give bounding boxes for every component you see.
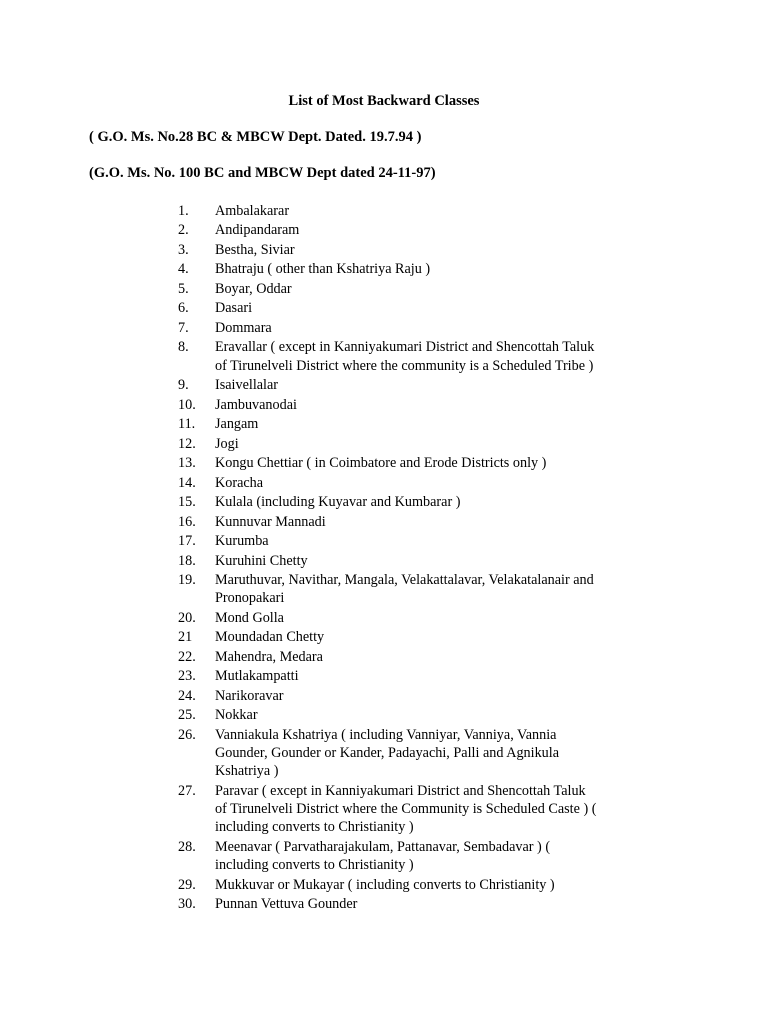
list-item-number: 22. xyxy=(178,648,196,665)
list-item xyxy=(178,260,598,278)
list-item-number: 27. xyxy=(178,782,196,799)
list-item-text: Koracha xyxy=(215,474,264,491)
list-item xyxy=(178,838,598,875)
list-item-text: Bestha, Siviar xyxy=(215,241,295,258)
list-item-number: 17. xyxy=(178,533,196,550)
list-item xyxy=(178,513,598,531)
list-item-number: 4. xyxy=(178,261,189,278)
list-item-number: 19. xyxy=(178,572,196,589)
list-item-text: Narikoravar xyxy=(215,687,284,704)
list-item-text: Kulala (including Kuyavar and Kumbarar ) xyxy=(215,494,461,511)
list-item xyxy=(178,571,598,608)
list-item-number: 6. xyxy=(178,300,189,317)
list-item-text: Eravallar ( except in Kanniyakumari District and Shencottah Taluk of Tirunelveli District where the community is a Scheduled Tribe ) xyxy=(215,339,595,374)
list-item-number: 30. xyxy=(178,896,196,913)
list-item-text: Ambalakarar xyxy=(215,203,290,219)
list-item-number: 14. xyxy=(178,474,196,491)
list-item-text: Mutlakampatti xyxy=(215,668,299,685)
list-item-number: 20. xyxy=(178,609,196,626)
list-item xyxy=(178,338,598,375)
list-item xyxy=(178,319,598,337)
list-item-number: 29. xyxy=(178,876,196,893)
list-item-number: 15. xyxy=(178,494,196,511)
list-item xyxy=(178,299,598,317)
list-item-number: 21 xyxy=(178,629,193,646)
list-item xyxy=(178,454,598,472)
list-item xyxy=(178,876,598,894)
list-item xyxy=(178,667,598,685)
list-item xyxy=(178,396,598,414)
list-item xyxy=(178,782,598,837)
list-item xyxy=(178,241,598,259)
document-title: List of Most Backward Classes xyxy=(288,93,480,109)
list-item xyxy=(178,726,598,781)
list-item xyxy=(178,280,598,298)
list-item xyxy=(178,609,598,627)
list-item-number: 2. xyxy=(178,222,189,239)
list-item-text: Dommara xyxy=(215,319,272,336)
list-item-text: Kunnuvar Mannadi xyxy=(215,513,326,530)
go-reference-2: (G.O. Ms. No. 100 BC and MBCW Dept dated 24-11-97) xyxy=(89,165,436,181)
list-item-number: 7. xyxy=(178,319,189,336)
list-item-text: Isaivellalar xyxy=(215,377,279,394)
list-item-number: 9. xyxy=(178,377,189,394)
list-item xyxy=(178,435,598,453)
list-item-text: Vanniakula Kshatriya ( including Vanniyar, Vanniya, Vannia Gounder, Gounder or Kander, Padayachi, Palli and Agnikula Kshatriya ) xyxy=(215,726,560,780)
list-item xyxy=(178,648,598,666)
list-item-text: Meenavar ( Parvatharajakulam, Pattanavar, Sembadavar ) ( including converts to Christianity ) xyxy=(215,838,551,874)
list-item-text: Kongu Chettiar ( in Coimbatore and Erode Districts only ) xyxy=(215,455,547,472)
list-item xyxy=(178,552,598,570)
list-item xyxy=(178,706,598,724)
list-item xyxy=(178,415,598,433)
list-item xyxy=(178,687,598,705)
backward-classes-list xyxy=(178,202,598,915)
list-item-text: Punnan Vettuva Gounder xyxy=(215,896,358,913)
list-item xyxy=(178,202,598,220)
list-item-text: Maruthuvar, Navithar, Mangala, Velakattalavar, Velakatalanair and Pronopakari xyxy=(215,572,594,607)
list-item-number: 11. xyxy=(178,416,196,433)
list-item-number: 5. xyxy=(178,280,189,297)
list-item-text: Andipandaram xyxy=(215,222,300,239)
list-item xyxy=(178,221,598,239)
list-item-number: 18. xyxy=(178,552,196,569)
list-item-text: Bhatraju ( other than Kshatriya Raju ) xyxy=(215,261,431,278)
list-item-text: Dasari xyxy=(215,300,253,317)
list-item xyxy=(178,493,598,511)
go-reference-1: ( G.O. Ms. No.28 BC & MBCW Dept. Dated. 19.7.94 ) xyxy=(89,129,422,145)
list-item-number: 12. xyxy=(178,435,196,452)
list-item-text: Kurumba xyxy=(215,533,269,550)
list-item-number: 26. xyxy=(178,726,196,743)
list-item xyxy=(178,895,598,913)
list-item-text: Jangam xyxy=(215,416,259,433)
list-item-number: 23. xyxy=(178,668,196,685)
list-item-text: Boyar, Oddar xyxy=(215,280,292,297)
list-item-number: 24. xyxy=(178,687,196,704)
list-item xyxy=(178,532,598,550)
list-item-number: 10. xyxy=(178,396,196,413)
list-item xyxy=(178,474,598,492)
list-item xyxy=(178,376,598,394)
list-item-text: Mond Golla xyxy=(215,609,284,626)
list-item-text: Paravar ( except in Kanniyakumari District and Shencottah Taluk of Tirunelveli District where the Community is Scheduled Caste ) ( including converts to Christianity ) xyxy=(215,782,597,836)
list-item-number: 13. xyxy=(178,455,196,472)
list-item-text: Jogi xyxy=(215,435,239,452)
list-item-number: 25. xyxy=(178,707,196,724)
list-item-number: 16. xyxy=(178,513,196,530)
list-item-text: Mukkuvar or Mukayar ( including converts to Christianity ) xyxy=(215,876,555,893)
list-item-text: Kuruhini Chetty xyxy=(215,552,308,569)
list-item-number: 28. xyxy=(178,838,196,855)
list-item-number: 8. xyxy=(178,339,189,356)
list-item-text: Moundadan Chetty xyxy=(215,629,325,646)
list-item-number: 3. xyxy=(178,241,189,258)
list-item-text: Mahendra, Medara xyxy=(215,648,323,665)
list-item xyxy=(178,628,598,646)
list-item-text: Jambuvanodai xyxy=(215,396,297,413)
list-item-text: Nokkar xyxy=(215,707,258,724)
list-item-number: 1. xyxy=(178,203,189,219)
